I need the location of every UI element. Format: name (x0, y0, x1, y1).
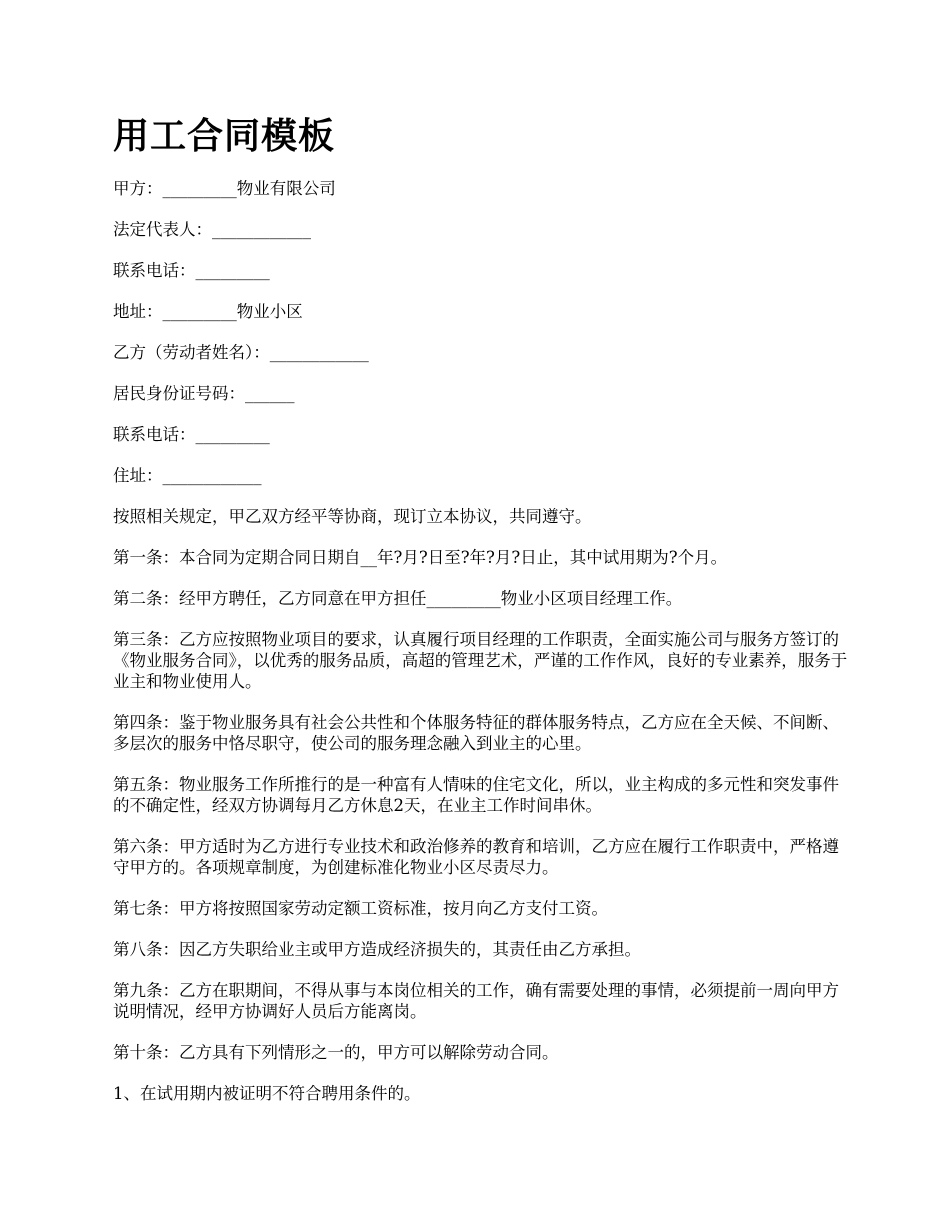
article-3: 第三条：乙方应按照物业项目的要求，认真履行项目经理的工作职责，全面实施公司与服务方签订的《物业服务合同》，以优秀的服务品质，高超的管理艺术，严谨的工作作风，良好的专业素养，服务于业主和物业使用人。 (113, 630, 848, 691)
preamble: 按照相关规定，甲乙双方经平等协商，现订立本协议，共同遵守。 (113, 507, 592, 526)
party-b-id-number: 居民身份证号码：______ (113, 384, 295, 403)
party-b-name: 乙方（劳动者姓名）：____________ (113, 343, 369, 362)
document-title: 用工合同模板 (113, 116, 336, 157)
party-a-legal-representative: 法定代表人：____________ (113, 220, 311, 239)
article-8: 第八条：因乙方失职给业主或甲方造成经济损失的，其责任由乙方承担。 (113, 940, 641, 959)
article-10: 第十条：乙方具有下列情形之一的，甲方可以解除劳动合同。 (113, 1043, 559, 1062)
document-page (113, 112, 848, 1124)
article-2: 第二条：经甲方聘任，乙方同意在甲方担任_________物业小区项目经理工作。 (113, 589, 683, 608)
article-4: 第四条：鉴于物业服务具有社会公共性和个体服务特征的群体服务特点，乙方应在全天候、不间断、多层次的服务中恪尽职守，使公司的服务理念融入到业主的心里。 (113, 713, 839, 753)
party-a-phone: 联系电话：_________ (113, 261, 270, 280)
party-b-phone: 联系电话：_________ (113, 425, 270, 444)
list-item-1: 1、在试用期内被证明不符合聘用条件的。 (113, 1084, 421, 1103)
article-1: 第一条：本合同为定期合同日期自__年?月?日至?年?月?日止，其中试用期为?个月。 (113, 548, 728, 567)
article-6: 第六条：甲方适时为乙方进行专业技术和政治修养的教育和培训，乙方应在履行工作职责中，严格遵守甲方的。各项规章制度，为创建标准化物业小区尽责尽力。 (113, 837, 839, 877)
party-a-name: 甲方：_________物业有限公司 (113, 179, 336, 198)
article-9: 第九条：乙方在职期间，不得从事与本岗位相关的工作，确有需要处理的事情，必须提前一周向甲方说明情况，经甲方协调好人员后方能离岗。 (113, 981, 839, 1021)
party-b-address: 住址：____________ (113, 466, 262, 485)
article-5: 第五条：物业服务工作所推行的是一种富有人情味的住宅文化，所以，业主构成的多元性和突发事件的不确定性，经双方协调每月乙方休息2天，在业主工作时间串休。 (113, 775, 839, 815)
party-a-address: 地址：_________物业小区 (113, 302, 303, 321)
article-7: 第七条：甲方将按照国家劳动定额工资标准，按月向乙方支付工资。 (113, 899, 608, 918)
